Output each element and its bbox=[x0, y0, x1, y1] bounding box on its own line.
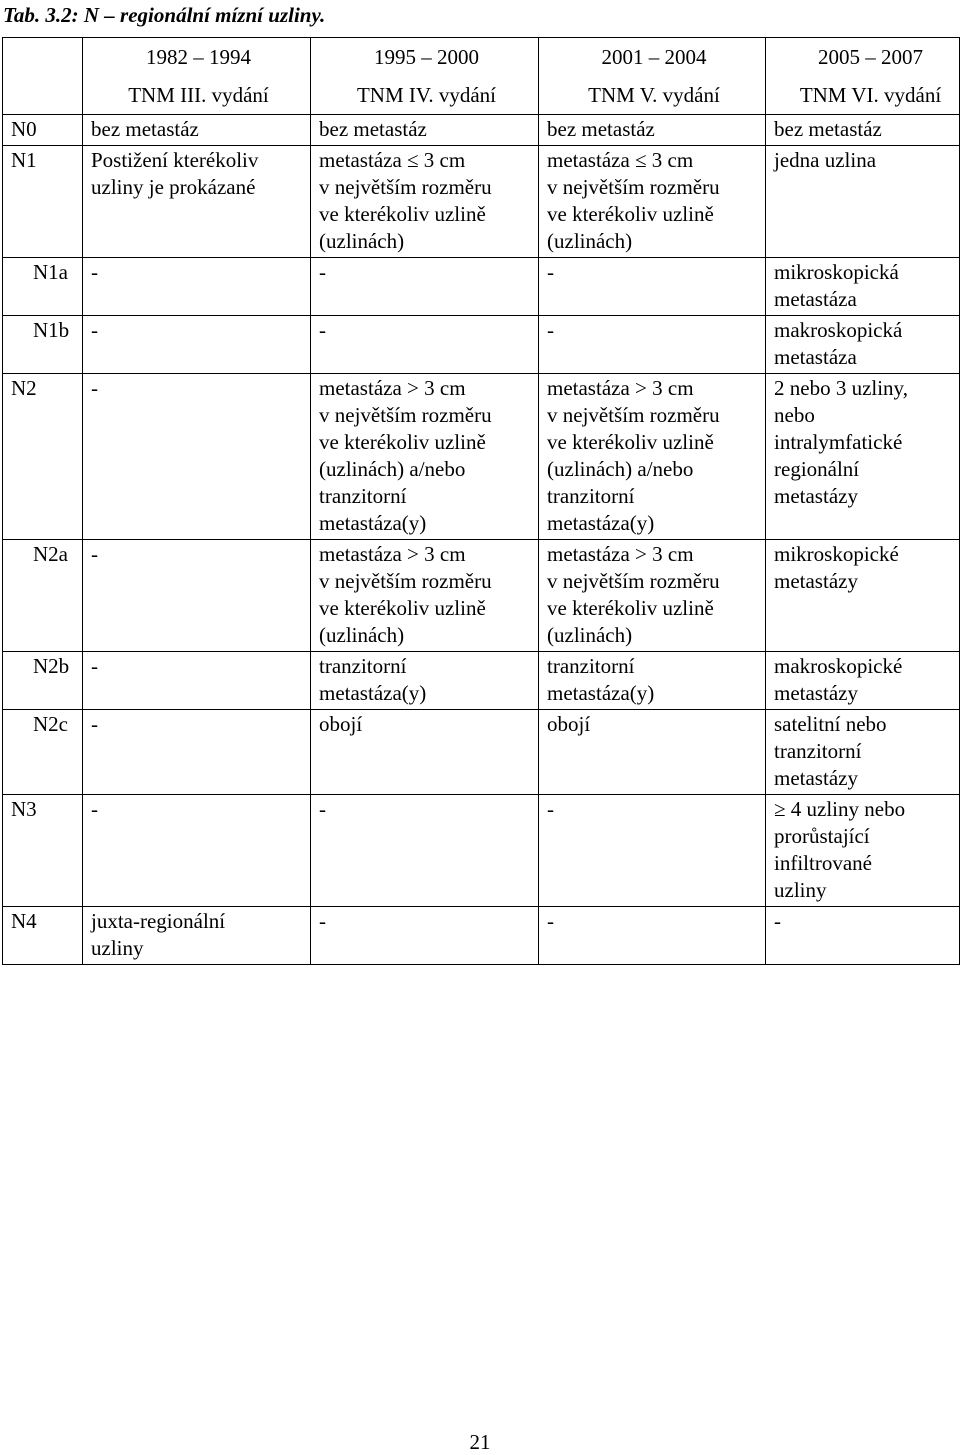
row-code-cell: N0 bbox=[3, 115, 83, 146]
row-code-cell: N1b bbox=[3, 316, 83, 374]
cell-line: - bbox=[547, 318, 554, 342]
cell-line: ve kterékoliv uzlině bbox=[547, 596, 714, 620]
cell-line: ≥ 4 uzliny nebo bbox=[774, 797, 906, 821]
cell-line: ve kterékoliv uzlině bbox=[547, 430, 714, 454]
table-row-n3 bbox=[3, 795, 960, 907]
cell-tnm-3 bbox=[83, 795, 311, 907]
cell-line: - bbox=[319, 318, 326, 342]
cell-tnm-3 bbox=[83, 374, 311, 540]
header-years: 1982 – 1994 bbox=[146, 45, 251, 69]
cell-line: mikroskopické bbox=[774, 542, 899, 566]
cell-line: (uzlinách) bbox=[319, 229, 405, 253]
header-years: 1995 – 2000 bbox=[374, 45, 479, 69]
cell-line: ve kterékoliv uzlině bbox=[547, 202, 714, 226]
row-code-cell: N2a bbox=[3, 540, 83, 652]
cell-tnm-6 bbox=[766, 652, 960, 710]
cell-line: bez metastáz bbox=[91, 117, 199, 141]
cell-line: nebo bbox=[774, 403, 815, 427]
cell-line: v největším rozměru bbox=[547, 569, 720, 593]
cell-line: - bbox=[91, 712, 98, 736]
cell-tnm-5 bbox=[539, 374, 766, 540]
cell-tnm-5 bbox=[539, 710, 766, 795]
cell-line: v největším rozměru bbox=[547, 175, 720, 199]
cell-line: (uzlinách) bbox=[547, 623, 633, 647]
table-row-n2a bbox=[3, 540, 960, 652]
cell-line: jedna uzlina bbox=[774, 148, 877, 172]
cell-tnm-3 bbox=[83, 258, 311, 316]
cell-line: ve kterékoliv uzlině bbox=[319, 430, 486, 454]
cell-line: bez metastáz bbox=[547, 117, 655, 141]
header-years: 2005 – 2007 bbox=[818, 45, 923, 69]
cell-line: metastáza(y) bbox=[547, 681, 655, 705]
cell-line: ve kterékoliv uzlině bbox=[319, 202, 486, 226]
cell-tnm-6 bbox=[766, 115, 960, 146]
cell-tnm-3 bbox=[83, 146, 311, 258]
row-code-cell: N1 bbox=[3, 146, 83, 258]
cell-line: - bbox=[319, 909, 326, 933]
cell-line: v největším rozměru bbox=[319, 569, 492, 593]
cell-tnm-6 bbox=[766, 907, 960, 965]
cell-line: - bbox=[91, 542, 98, 566]
cell-line: metastáza > 3 cm bbox=[547, 542, 694, 566]
cell-tnm-6 bbox=[766, 146, 960, 258]
header-years: 2001 – 2004 bbox=[601, 45, 707, 69]
cell-tnm-6 bbox=[766, 374, 960, 540]
table-row-n1 bbox=[3, 146, 960, 258]
cell-line: metastáza > 3 cm bbox=[319, 376, 466, 400]
cell-line: (uzlinách) bbox=[319, 623, 405, 647]
row-code-cell: N3 bbox=[3, 795, 83, 907]
cell-line: metastázy bbox=[774, 484, 858, 508]
cell-line: intralymfatické bbox=[774, 430, 903, 454]
page-number: 21 bbox=[469, 1430, 491, 1454]
cell-tnm-6 bbox=[766, 795, 960, 907]
header-edition: TNM IV. vydání bbox=[356, 83, 497, 107]
cell-line: tranzitorní bbox=[319, 484, 407, 508]
cell-line: - bbox=[547, 797, 554, 821]
cell-line: uzliny bbox=[91, 936, 144, 960]
cell-line: (uzlinách) a/nebo bbox=[319, 457, 466, 481]
cell-line: uzliny je prokázané bbox=[91, 175, 256, 199]
header-corner-cell bbox=[3, 38, 83, 115]
cell-tnm-5 bbox=[539, 258, 766, 316]
cell-tnm-4 bbox=[311, 115, 539, 146]
cell-line: bez metastáz bbox=[319, 117, 427, 141]
cell-tnm-3 bbox=[83, 652, 311, 710]
cell-tnm-3 bbox=[83, 540, 311, 652]
cell-tnm-3 bbox=[83, 316, 311, 374]
header-cell-tnm-5 bbox=[539, 38, 766, 115]
cell-line: metastáza > 3 cm bbox=[319, 542, 466, 566]
cell-tnm-5 bbox=[539, 540, 766, 652]
cell-line: obojí bbox=[319, 712, 363, 736]
cell-line: - bbox=[774, 909, 781, 933]
cell-line: tranzitorní bbox=[547, 654, 635, 678]
table-row-n0 bbox=[3, 115, 960, 146]
table-row-n2 bbox=[3, 374, 960, 540]
cell-tnm-4 bbox=[311, 907, 539, 965]
row-code-cell: N2b bbox=[3, 652, 83, 710]
cell-line: 2 nebo 3 uzliny, bbox=[774, 376, 908, 400]
cell-tnm-3 bbox=[83, 115, 311, 146]
cell-tnm-5 bbox=[539, 795, 766, 907]
cell-line: regionální bbox=[774, 457, 860, 481]
table-row-n2b bbox=[3, 652, 960, 710]
cell-line: v největším rozměru bbox=[319, 175, 492, 199]
cell-line: mikroskopická bbox=[774, 260, 899, 284]
cell-tnm-6 bbox=[766, 316, 960, 374]
cell-tnm-5 bbox=[539, 316, 766, 374]
cell-line: - bbox=[547, 260, 554, 284]
cell-tnm-4 bbox=[311, 710, 539, 795]
cell-line: tranzitorní bbox=[547, 484, 635, 508]
row-code-cell: N1a bbox=[3, 258, 83, 316]
table-row-n1a bbox=[3, 258, 960, 316]
cell-line: makroskopická bbox=[774, 318, 903, 342]
cell-line: metastáza(y) bbox=[319, 511, 427, 535]
cell-line: metastáza bbox=[774, 345, 857, 369]
cell-line: metastázy bbox=[774, 569, 858, 593]
cell-line: tranzitorní bbox=[319, 654, 407, 678]
cell-line: metastázy bbox=[774, 681, 858, 705]
cell-tnm-5 bbox=[539, 652, 766, 710]
cell-line: - bbox=[547, 909, 554, 933]
cell-line: - bbox=[91, 376, 98, 400]
table-body bbox=[3, 38, 960, 965]
cell-tnm-5 bbox=[539, 907, 766, 965]
cell-line: (uzlinách) a/nebo bbox=[547, 457, 694, 481]
cell-line: (uzlinách) bbox=[547, 229, 633, 253]
row-code-cell: N4 bbox=[3, 907, 83, 965]
cell-line: metastázy bbox=[774, 766, 858, 790]
cell-tnm-4 bbox=[311, 795, 539, 907]
cell-tnm-6 bbox=[766, 258, 960, 316]
cell-line: ve kterékoliv uzlině bbox=[319, 596, 486, 620]
cell-line: obojí bbox=[547, 712, 591, 736]
cell-line: satelitní nebo bbox=[774, 712, 887, 736]
cell-line: prorůstající bbox=[774, 824, 870, 848]
cell-line: makroskopické bbox=[774, 654, 903, 678]
cell-tnm-4 bbox=[311, 146, 539, 258]
cell-tnm-4 bbox=[311, 652, 539, 710]
cell-line: uzliny bbox=[774, 878, 827, 902]
table-row-n4 bbox=[3, 907, 960, 965]
row-code-cell: N2 bbox=[3, 374, 83, 540]
cell-line: metastáza bbox=[774, 287, 857, 311]
cell-line: metastáza > 3 cm bbox=[547, 376, 694, 400]
cell-line: Postižení kterékoliv bbox=[91, 148, 259, 172]
header-edition: TNM III. vydání bbox=[128, 83, 269, 107]
cell-tnm-6 bbox=[766, 540, 960, 652]
header-cell-tnm-3 bbox=[83, 38, 311, 115]
row-code-cell: N2c bbox=[3, 710, 83, 795]
cell-line: v největším rozměru bbox=[547, 403, 720, 427]
table-caption: Tab. 3.2: N – regionální mízní uzliny. bbox=[3, 3, 326, 27]
cell-line: metastáza ≤ 3 cm bbox=[319, 148, 466, 172]
cell-tnm-4 bbox=[311, 374, 539, 540]
cell-line: metastáza(y) bbox=[319, 681, 427, 705]
cell-line: metastáza(y) bbox=[547, 511, 655, 535]
table-row-n2c bbox=[3, 710, 960, 795]
cell-tnm-4 bbox=[311, 316, 539, 374]
cell-line: - bbox=[91, 260, 98, 284]
header-edition: TNM V. vydání bbox=[588, 83, 720, 107]
n-classification-table bbox=[2, 37, 960, 965]
cell-line: - bbox=[91, 318, 98, 342]
cell-line: bez metastáz bbox=[774, 117, 882, 141]
header-cell-tnm-4 bbox=[311, 38, 539, 115]
cell-tnm-3 bbox=[83, 907, 311, 965]
cell-line: - bbox=[319, 797, 326, 821]
cell-line: - bbox=[319, 260, 326, 284]
cell-line: - bbox=[91, 797, 98, 821]
table-row-n1b bbox=[3, 316, 960, 374]
header-edition: TNM VI. vydání bbox=[799, 83, 942, 107]
cell-line: - bbox=[91, 654, 98, 678]
header-row bbox=[3, 38, 960, 115]
cell-tnm-5 bbox=[539, 115, 766, 146]
cell-tnm-3 bbox=[83, 710, 311, 795]
cell-tnm-6 bbox=[766, 710, 960, 795]
cell-tnm-5 bbox=[539, 146, 766, 258]
cell-line: v největším rozměru bbox=[319, 403, 492, 427]
cell-tnm-4 bbox=[311, 258, 539, 316]
cell-line: metastáza ≤ 3 cm bbox=[547, 148, 694, 172]
cell-line: infiltrované bbox=[774, 851, 872, 875]
cell-line: juxta-regionální bbox=[91, 909, 226, 933]
header-cell-tnm-6 bbox=[766, 38, 960, 115]
cell-tnm-4 bbox=[311, 540, 539, 652]
cell-line: tranzitorní bbox=[774, 739, 862, 763]
